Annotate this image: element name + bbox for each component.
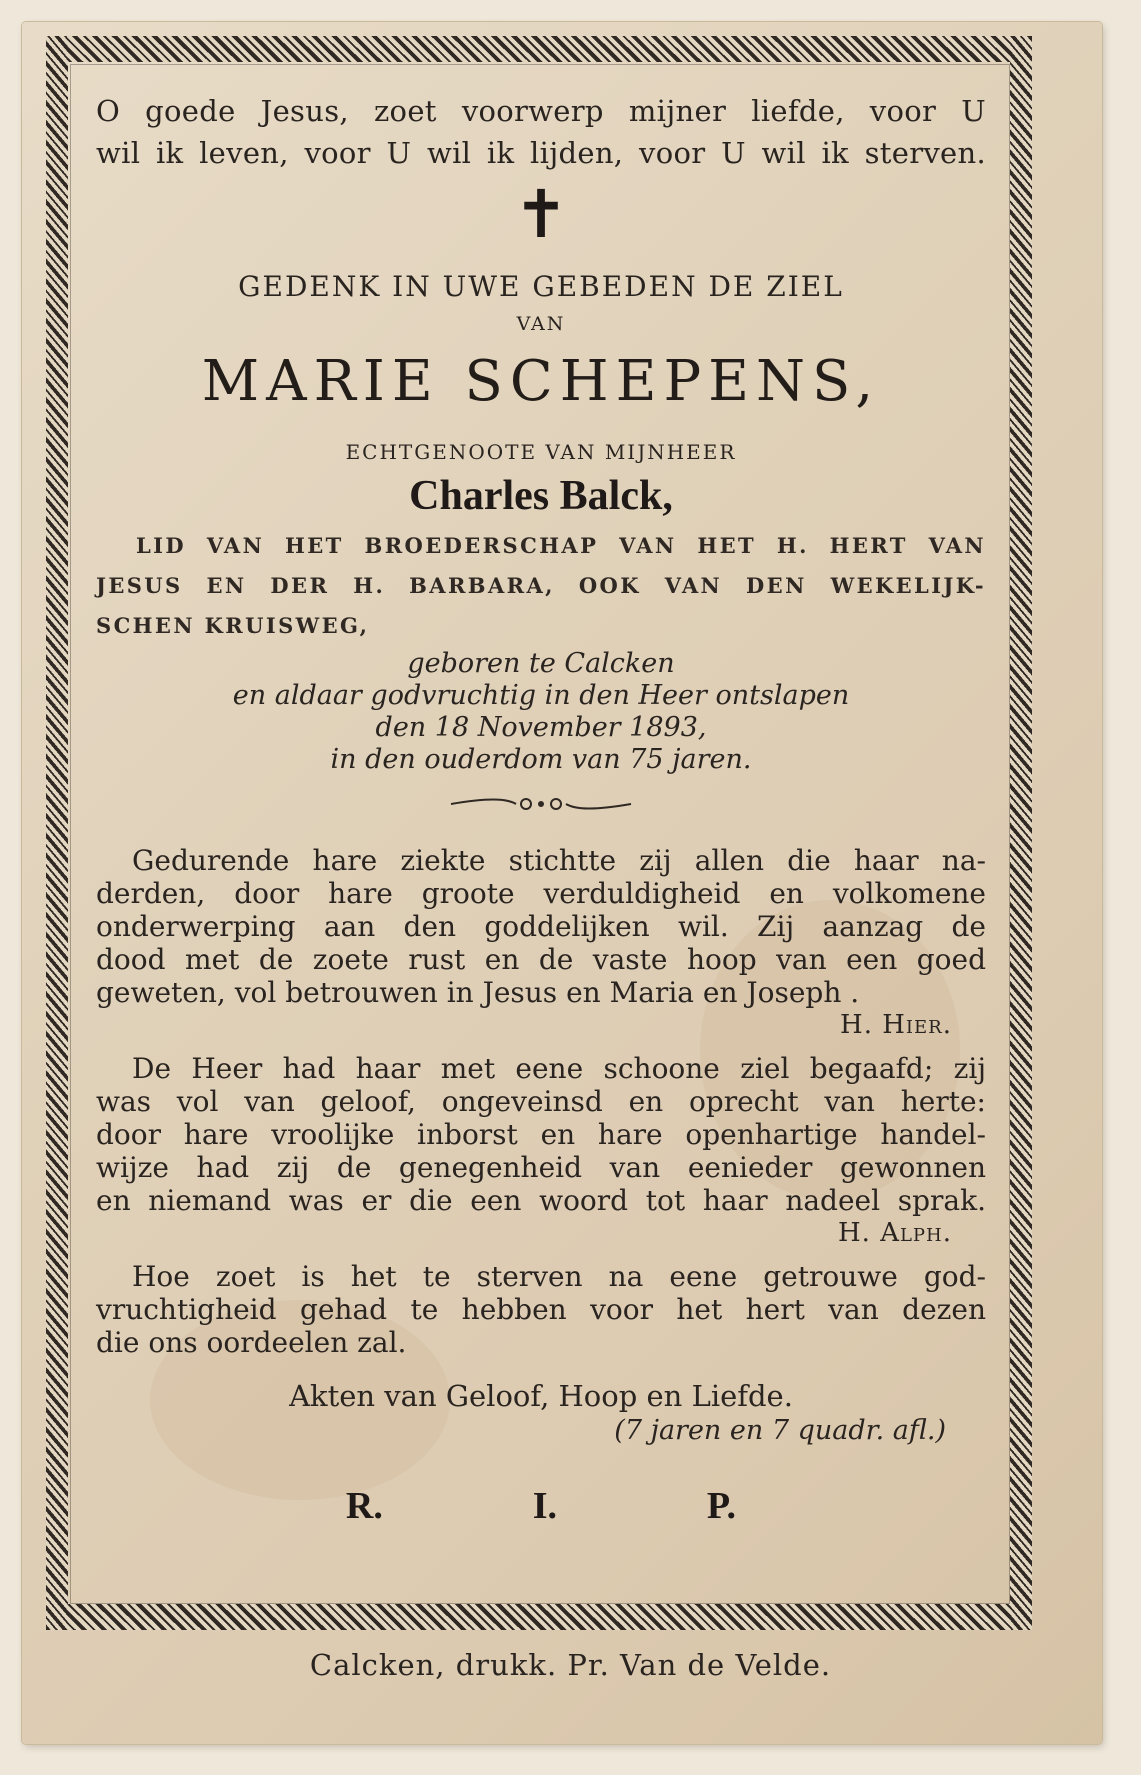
spouse-intro: ECHTGENOOTE VAN MIJNHEER xyxy=(345,440,737,464)
paragraph-1-line: Gedurende hare ziekte stichtte zij allen die haar na- xyxy=(132,844,986,877)
membership-line-1: LID VAN HET BROEDERSCHAP VAN HET H. HERT VAN xyxy=(136,533,986,558)
ornament-divider xyxy=(96,792,986,820)
paragraph-3-line: Hoe zoet is het te sterven na eene getrouwe god- xyxy=(132,1260,986,1293)
paragraph-1 xyxy=(96,844,986,1009)
paragraph-1-line: dood met de zoete rust en de vaste hoop van een goed xyxy=(96,943,986,976)
paragraph-2-line: De Heer had haar met eene schoone ziel begaafd; zij xyxy=(132,1052,986,1085)
death-place: en aldaar godvruchtig in den Heer ontslapen xyxy=(232,680,850,711)
age-at-death: in den ouderdom van 75 jaren. xyxy=(330,744,752,775)
cross-icon: ✝ xyxy=(513,176,569,253)
card-text xyxy=(96,90,986,1528)
life-details xyxy=(96,648,986,776)
opening-prayer xyxy=(96,90,986,174)
rip-inscription xyxy=(271,1484,811,1528)
signature-hier: H. Hier. xyxy=(840,1010,952,1040)
paragraph-2-line: was vol van geloof, ongeveinsd en oprecht van herte: xyxy=(96,1085,986,1118)
paragraph-2-line: en niemand was er die een woord tot haar nadeel sprak. xyxy=(96,1184,986,1217)
paragraph-1-line: derden, door hare groote verduldigheid en volkomene xyxy=(96,877,986,910)
spouse-name: Charles Balck, xyxy=(409,473,673,519)
flourish-icon xyxy=(446,794,636,814)
paragraph-3-line: vruchtigheid gehad te hebben voor het hert van dezen xyxy=(96,1293,986,1326)
paragraph-3 xyxy=(96,1260,986,1359)
signature-alph: H. Alph. xyxy=(837,1218,952,1248)
paragraph-1-line: onderwerping aan den goddelijken wil. Zij aanzag de xyxy=(96,910,986,943)
rip-letter: P. xyxy=(706,1485,737,1527)
paragraph-1-line: geweten, vol betrouwen in Jesus en Maria en Joseph . xyxy=(96,976,860,1009)
indulgence-note: (7 jaren en 7 quadr. afl.) xyxy=(614,1415,946,1446)
deceased-name: MARIE SCHEPENS, xyxy=(201,349,881,414)
acts-heading: Akten van Geloof, Hoop en Liefde. xyxy=(289,1379,793,1413)
opening-line-2: wil ik leven, voor U wil ik lijden, voor U wil ik sterven. xyxy=(96,136,986,170)
paragraph-2-line: wijze had zij de genegenheid van eenieder gewonnen xyxy=(96,1151,986,1184)
printer-imprint: Calcken, drukk. Pr. Van de Velde. xyxy=(309,1648,832,1682)
paragraph-2-line: door hare vroolijke inborst en hare openhartige handel- xyxy=(96,1118,986,1151)
paragraph-2 xyxy=(96,1052,986,1217)
rip-letter: R. xyxy=(345,1485,383,1527)
membership-line-3: SCHEN KRUISWEG, xyxy=(96,613,370,638)
membership-text xyxy=(96,526,986,646)
paragraph-3-line: die ons oordeelen zal. xyxy=(96,1326,407,1359)
membership-line-2: JESUS EN DER H. BARBARA, OOK VAN DEN WEKELIJK- xyxy=(96,573,986,598)
van-label: VAN xyxy=(516,313,566,335)
rip-letter: I. xyxy=(532,1485,557,1527)
opening-line-1: O goede Jesus, zoet voorwerp mijner liefde, voor U xyxy=(96,94,986,128)
remembrance-heading: GEDENK IN UWE GEBEDEN DE ZIEL xyxy=(238,270,844,303)
death-date: den 18 November 1893, xyxy=(375,712,707,743)
birth-place: geboren te Calcken xyxy=(407,648,675,679)
